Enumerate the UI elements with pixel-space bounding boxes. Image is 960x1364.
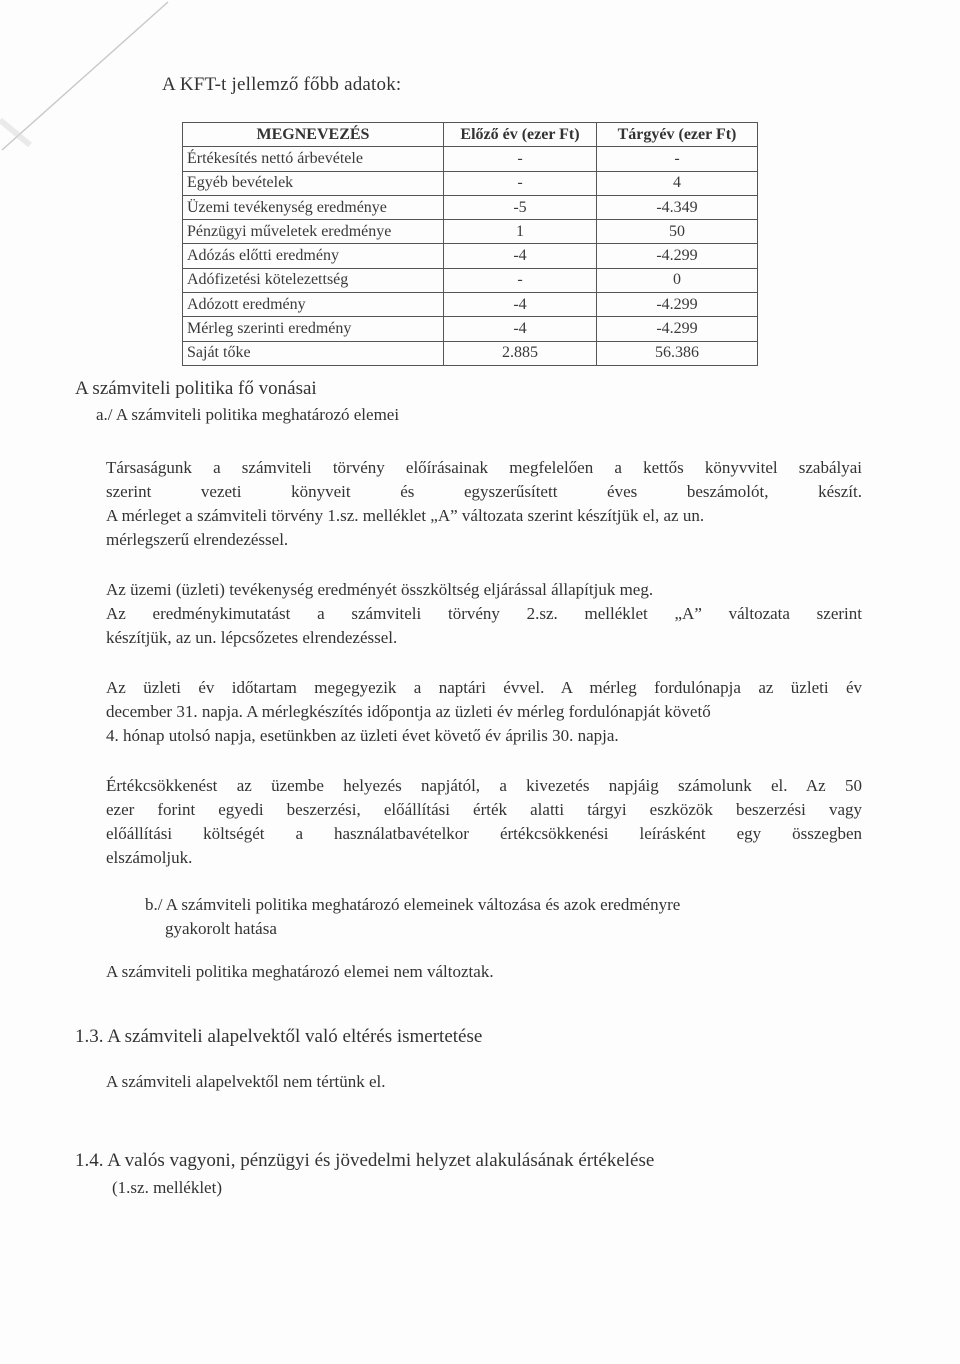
row-prev-year-value: -4 [444,244,597,268]
para4-line: elszámoljuk. [106,848,193,867]
table-row [183,317,758,341]
row-current-year-value: 56.386 [597,341,758,365]
table-row [183,171,758,195]
paragraph-5: A számviteli politika meghatározó elemei nem változtak. [106,962,494,981]
row-prev-year-value: 2.885 [444,341,597,365]
table-row [183,341,758,365]
section-1-4-subtitle: (1.sz. melléklet) [112,1178,222,1197]
para4-line: előállítási költségét a használatbavételkor értékcsökkenési leírásként egy összegben [106,824,862,843]
row-prev-year-value: - [444,171,597,195]
para4-line: Értékcsökkenést az üzembe helyezés napjától, a kivezetés napjáig számolunk el. Az 50 [106,776,862,795]
table-row [183,293,758,317]
row-label: Saját tőke [183,341,444,365]
row-current-year-value: 50 [597,220,758,244]
para1-line: mérlegszerű elrendezéssel. [106,530,289,549]
row-label: Adófizetési kötelezettség [183,268,444,292]
row-prev-year-value: -5 [444,195,597,219]
row-current-year-value: 0 [597,268,758,292]
para3-line: december 31. napja. A mérlegkészítés időpontja az üzleti év mérleg fordulónapját követő [106,702,711,721]
para2-line: Az eredménykimutatást a számviteli törvény 2.sz. melléklet „A” változata szerint [106,604,862,623]
table-row [183,147,758,171]
para3-line: Az üzleti év időtartam megegyezik a naptári évvel. A mérleg fordulónapja az üzleti év [106,678,862,697]
table-row [183,244,758,268]
para1-line: szerint vezeti könyveit és egyszerűsített éves beszámolót, készít. [106,482,862,501]
row-label: Pénzügyi műveletek eredménye [183,220,444,244]
section-1-4-title: 1.4. A valós vagyoni, pénzügyi és jövedelmi helyzet alakulásának értékelése [75,1150,655,1171]
row-current-year-value: - [597,147,758,171]
paragraph-6: A számviteli alapelvektől nem tértünk el. [106,1072,386,1091]
row-current-year-value: -4.299 [597,293,758,317]
section-1-3-title: 1.3. A számviteli alapelvektől való eltérés ismertetése [75,1026,483,1047]
row-label: Egyéb bevételek [183,171,444,195]
subsection-b-line: b./ A számviteli politika meghatározó elemeinek változása és azok eredményre [145,895,681,914]
para3-line: 4. hónap utolsó napja, esetünkben az üzleti évet követő év április 30. napja. [106,726,619,745]
row-label: Adózott eredmény [183,293,444,317]
row-prev-year-value: - [444,268,597,292]
subsection-b-line: gyakorolt hatása [165,919,277,938]
table-header-row [183,123,758,147]
para2-line: készítjük, az un. lépcsőzetes elrendezéssel. [106,628,398,647]
row-current-year-value: -4.299 [597,244,758,268]
header-prev-year: Előző év (ezer Ft) [444,123,597,147]
row-label: Üzemi tevékenység eredménye [183,195,444,219]
header-current-year: Tárgyév (ezer Ft) [597,123,758,147]
kft-data-table [182,122,758,366]
para4-line: ezer forint egyedi beszerzési, előállítási érték alatti tárgyi eszközök beszerzési vagy [106,800,862,819]
row-prev-year-value: -4 [444,317,597,341]
table-row [183,220,758,244]
row-prev-year-value: - [444,147,597,171]
intro-heading: A KFT-t jellemző főbb adatok: [162,74,402,95]
row-label: Adózás előtti eredmény [183,244,444,268]
para1-line: A mérleget a számviteli törvény 1.sz. melléklet „A” változata szerint készítjük el, az un. [106,506,705,525]
row-current-year-value: -4.299 [597,317,758,341]
row-label: Értékesítés nettó árbevétele [183,147,444,171]
section-title: A számviteli politika fő vonásai [75,378,317,399]
row-label: Mérleg szerinti eredmény [183,317,444,341]
row-current-year-value: 4 [597,171,758,195]
table-row [183,195,758,219]
header-name: MEGNEVEZÉS [183,123,444,147]
para2-line: Az üzemi (üzleti) tevékenység eredményét összköltség eljárással állapítjuk meg. [106,580,654,599]
row-prev-year-value: 1 [444,220,597,244]
row-current-year-value: -4.349 [597,195,758,219]
row-prev-year-value: -4 [444,293,597,317]
para1-line: Társaságunk a számviteli törvény előírásainak megfelelően a kettős könyvvitel szabályai [106,458,862,477]
table-row [183,268,758,292]
subsection-a-title: a./ A számviteli politika meghatározó elemei [96,405,400,424]
